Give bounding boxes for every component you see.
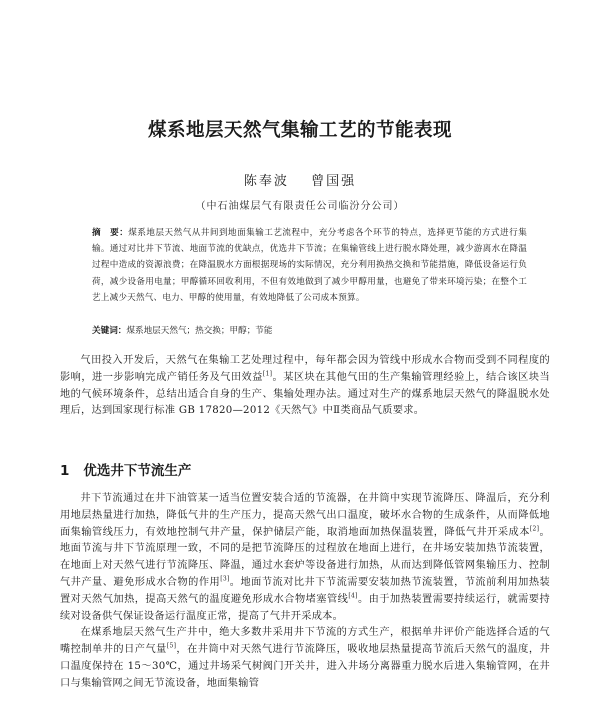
section-heading: [60, 459, 205, 479]
citation-ref: [2]: [529, 525, 540, 533]
author-list: [0, 170, 600, 189]
section-number: 1: [60, 463, 70, 479]
paragraph-text: 。地面节流对比井下节流需要安装加热节流装置，节流前利用加热装置对天然气加热，提高天然气的温度避免形成水合物堵塞管线: [60, 576, 551, 605]
paragraph-text: ，在井筒中对天然气进行节流降压，吸收地层热量提高节流后天然气的温度，井口温度保持在 15～30℃，通过井场采气树阀门开关井，进入井场分离器重力脱水后进入集输管网，在井口与集输管网之间无节流设备，地面集输管: [60, 644, 551, 689]
intro-section: [60, 353, 550, 420]
author-name: 陈奉波: [243, 174, 289, 189]
citation-ref: [3]: [220, 575, 230, 583]
paragraph-text: 井下节流通过在井下油管某一适当位置安装合适的节流器，在井筒中实现节流降压、降温后，充分利用地层热量进行加热，降低气井的生产压力，提高天然气出口温度，破坏水合物的生成条件，从而降低地面集输管线压力，有效地控制气井产量，保护储层产能，取消地面加热保温装置，降低气井开采成本: [60, 493, 550, 538]
keywords-label: 关键词：: [92, 326, 127, 336]
citation-ref: [4]: [348, 592, 358, 600]
section-paragraph: [60, 625, 550, 692]
paragraph-text: 。由于加热装置需要持续运行，就需要持续对设备供气保证设备运行温度正常，提高了气井开采成本。: [60, 593, 550, 622]
intro-text-continued: 。某区块在其他气田的生产集输管理经验上，结合该区块当地的气候环境条件，总结出适合自身的生产、集输处理办法。通过对生产的煤系地层天然气的降温脱水处理后，达到国家现行标准 GB 17820—2012《天然气》中Ⅱ类商品气质要求。: [60, 371, 550, 417]
citation-ref: [5]: [166, 642, 177, 650]
paragraph-text: 。地面节流与井下节流原理一致，不同的是把节流降压的过程放在地面上进行，在井场安装加热节流装置，在地面上对天然气进行节流降压、降温，通过水套炉等设备进行加热，从而达到降低管网集输压力、控制气井产量、避免形成水合物的作用: [60, 526, 550, 588]
keywords-text: 煤系地层天然气；热交换；甲醇；节能: [126, 326, 273, 336]
section-1-body: [60, 491, 550, 693]
paragraph-text: 在煤系地层天然气生产井中，绝大多数井采用井下节流的方式生产，根据单井评价产能选择合适的气嘴控制单井的日产气量: [60, 627, 550, 656]
intro-paragraph: [60, 353, 550, 420]
affiliation: （中石油煤层气有限责任公司临汾分公司）: [195, 201, 405, 212]
author-name: 曾国强: [311, 174, 357, 189]
citation-ref: [1]: [262, 370, 273, 378]
abstract-text: 煤系地层天然气从井间到地面集输工艺流程中，充分考虑各个环节的特点，选择更节能的方式进行集输。通过对比井下节流、地面节流的优缺点，优选井下节流；在集输管线上进行脱水降处理，减少游离水在降温过程中造成的资源浪费；在降温脱水方面根据现场的实际情况，充分利用换热交换和节能措施，降低设备运行负荷，减少设备用电量；甲醇循环回收利用，不但有效地做到了减少甲醇用量，也避免了带来环境污染；在整个工艺上减少天然气、电力、甲醇的使用量，有效地降低了公司成本预算。: [92, 228, 527, 303]
intro-text: 气田投入开发后，天然气在集输工艺处理过程中，每年都会因为管线中形成水合物而受到不同程度的影响，进一步影响完成产销任务及气田效益: [60, 355, 550, 383]
keywords: [92, 323, 527, 339]
paper-title: 煤系地层天然气集输工艺的节能表现: [147, 120, 452, 141]
abstract: [92, 225, 527, 306]
section-paragraph: [60, 491, 550, 625]
abstract-label: 摘 要：: [92, 228, 129, 238]
section-title: 优选井下节流生产: [83, 463, 192, 479]
